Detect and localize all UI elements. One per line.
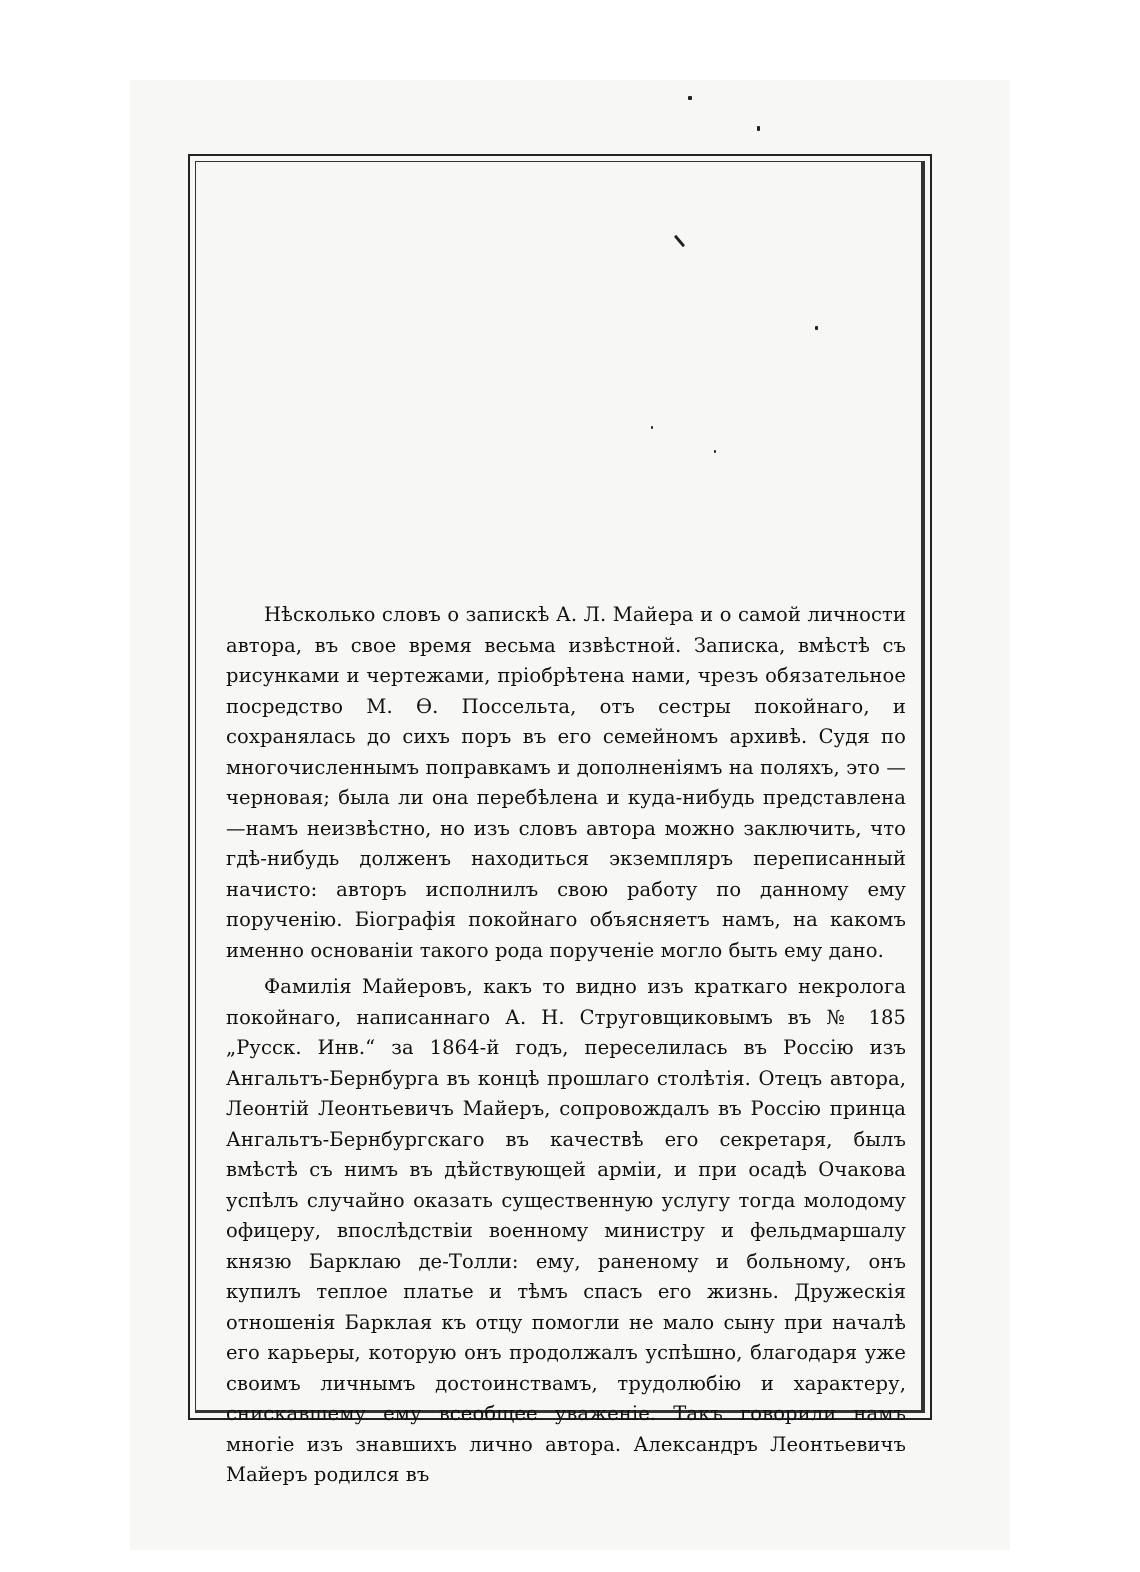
paragraph-family: Фамилія Майеровъ, какъ то видно изъ краткаго некролога покойнаго, написаннаго А. Н. Струговщиковымъ въ № 185 „Русск. Инв.“ за 1864-й годъ, переселилась въ Россію изъ Ангальтъ-Бернбурга въ концѣ прошлаго столѣтія. Отецъ автора, Леонтій Леонтьевичъ Майеръ, сопровождалъ въ Россію принца Ангальтъ-Бернбургскаго въ качествѣ его секретаря, былъ вмѣстѣ съ нимъ въ дѣйствующей арміи, и при осадѣ Очакова успѣлъ случайно оказать существенную услугу тогда молодому офицеру, впослѣдствіи военному министру и фельдмаршалу князю Барклаю де-Толли: ему, раненому и больному, онъ купилъ теплое платье и тѣмъ спасъ его жизнь. Дружескія отношенія Барклая къ отцу помогли не мало сыну при началѣ его карьеры, которую онъ продолжалъ успѣшно, благодаря уже своимъ личнымъ достоинствамъ, трудолюбію и характеру, снискавшему ему всеобщее уваженіе. Такъ говорили намъ многіе изъ знавшихъ лично автора. Александръ Леонтьевичъ Майеръ родился въ — [226, 975, 906, 1486]
ink-speck — [688, 96, 692, 100]
paragraph-intro: Нѣсколько словъ о запискѣ А. Л. Майера и о самой личности автора, въ свое время весьма извѣстной. Записка, вмѣстѣ съ рисунками и чертежами, пріобрѣтена нами, чрезъ обязательное посредство М. Ѳ. Поссельта, отъ сестры покойнаго, и сохранялась до сихъ поръ въ его семейномъ архивѣ. Судя по многочисленнымъ поправкамъ и дополненіямъ на поляхъ, это — черновая; была ли она перебѣлена и куда-нибудь представлена—намъ неизвѣстно, но изъ словъ автора можно заключить, что гдѣ-нибудь долженъ находиться экземпляръ переписанный начисто: авторъ исполнилъ свою работу по данному ему порученію. Біографія покойнаго объясняетъ намъ, на какомъ именно основаніи такого рода порученіе могло быть ему дано. — [226, 603, 906, 962]
body-text — [226, 600, 906, 1491]
ink-speck — [757, 126, 760, 131]
